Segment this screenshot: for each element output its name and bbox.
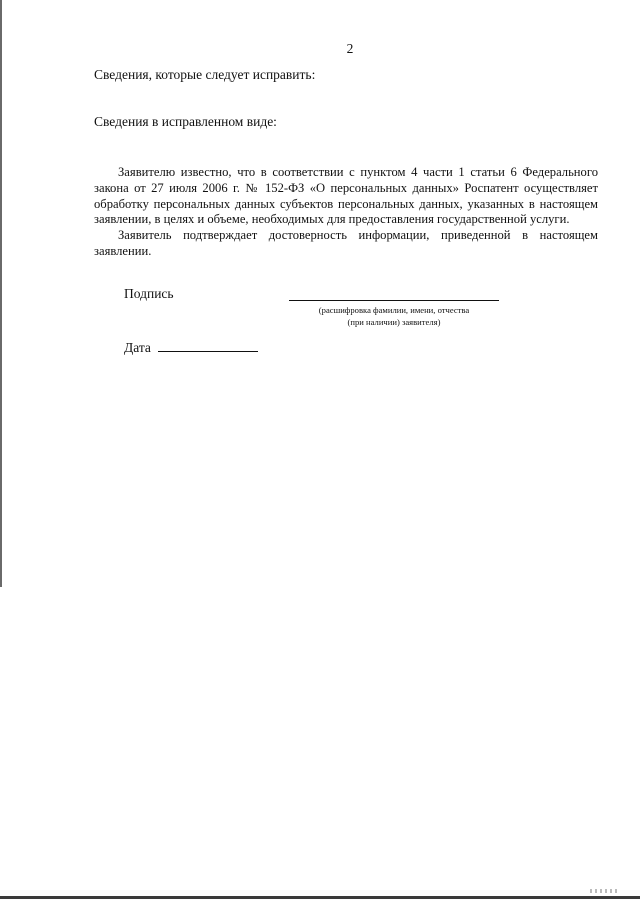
- scan-artifact: [590, 889, 620, 893]
- consent-paragraph: Заявителю известно, что в соответствии с пунктом 4 части 1 статьи 6 Федерального закона от 27 июля 2006 г. № 152-ФЗ «О персональных данных» Роспатент осуществляет обработку персональных данных субъектов персональных данных, указанных в настоящем заявлении, в целях и объеме, необходимых для предоставления государственной услуги.: [94, 165, 598, 227]
- signature-label: Подпись: [124, 286, 174, 301]
- signature-caption-line-2: (при наличии) заявителя): [347, 316, 441, 327]
- section-to-correct-label: Сведения, которые следует исправить:: [94, 67, 316, 82]
- date-line: [158, 351, 258, 352]
- signature-caption: [289, 305, 499, 328]
- date-label: Дата: [124, 340, 151, 355]
- section-corrected-label: Сведения в исправленном виде:: [94, 114, 277, 129]
- signature-caption-line-1: (расшифровка фамилии, имени, отчества: [318, 305, 470, 315]
- scan-left-edge: [0, 0, 2, 587]
- confirmation-paragraph: Заявитель подтверждает достоверность информации, приведенной в настоящем заявлении.: [94, 228, 598, 258]
- scan-bottom-edge: [0, 896, 640, 899]
- page-number: 2: [346, 41, 354, 56]
- consent-text-block: [94, 165, 598, 260]
- signature-line: [289, 300, 499, 301]
